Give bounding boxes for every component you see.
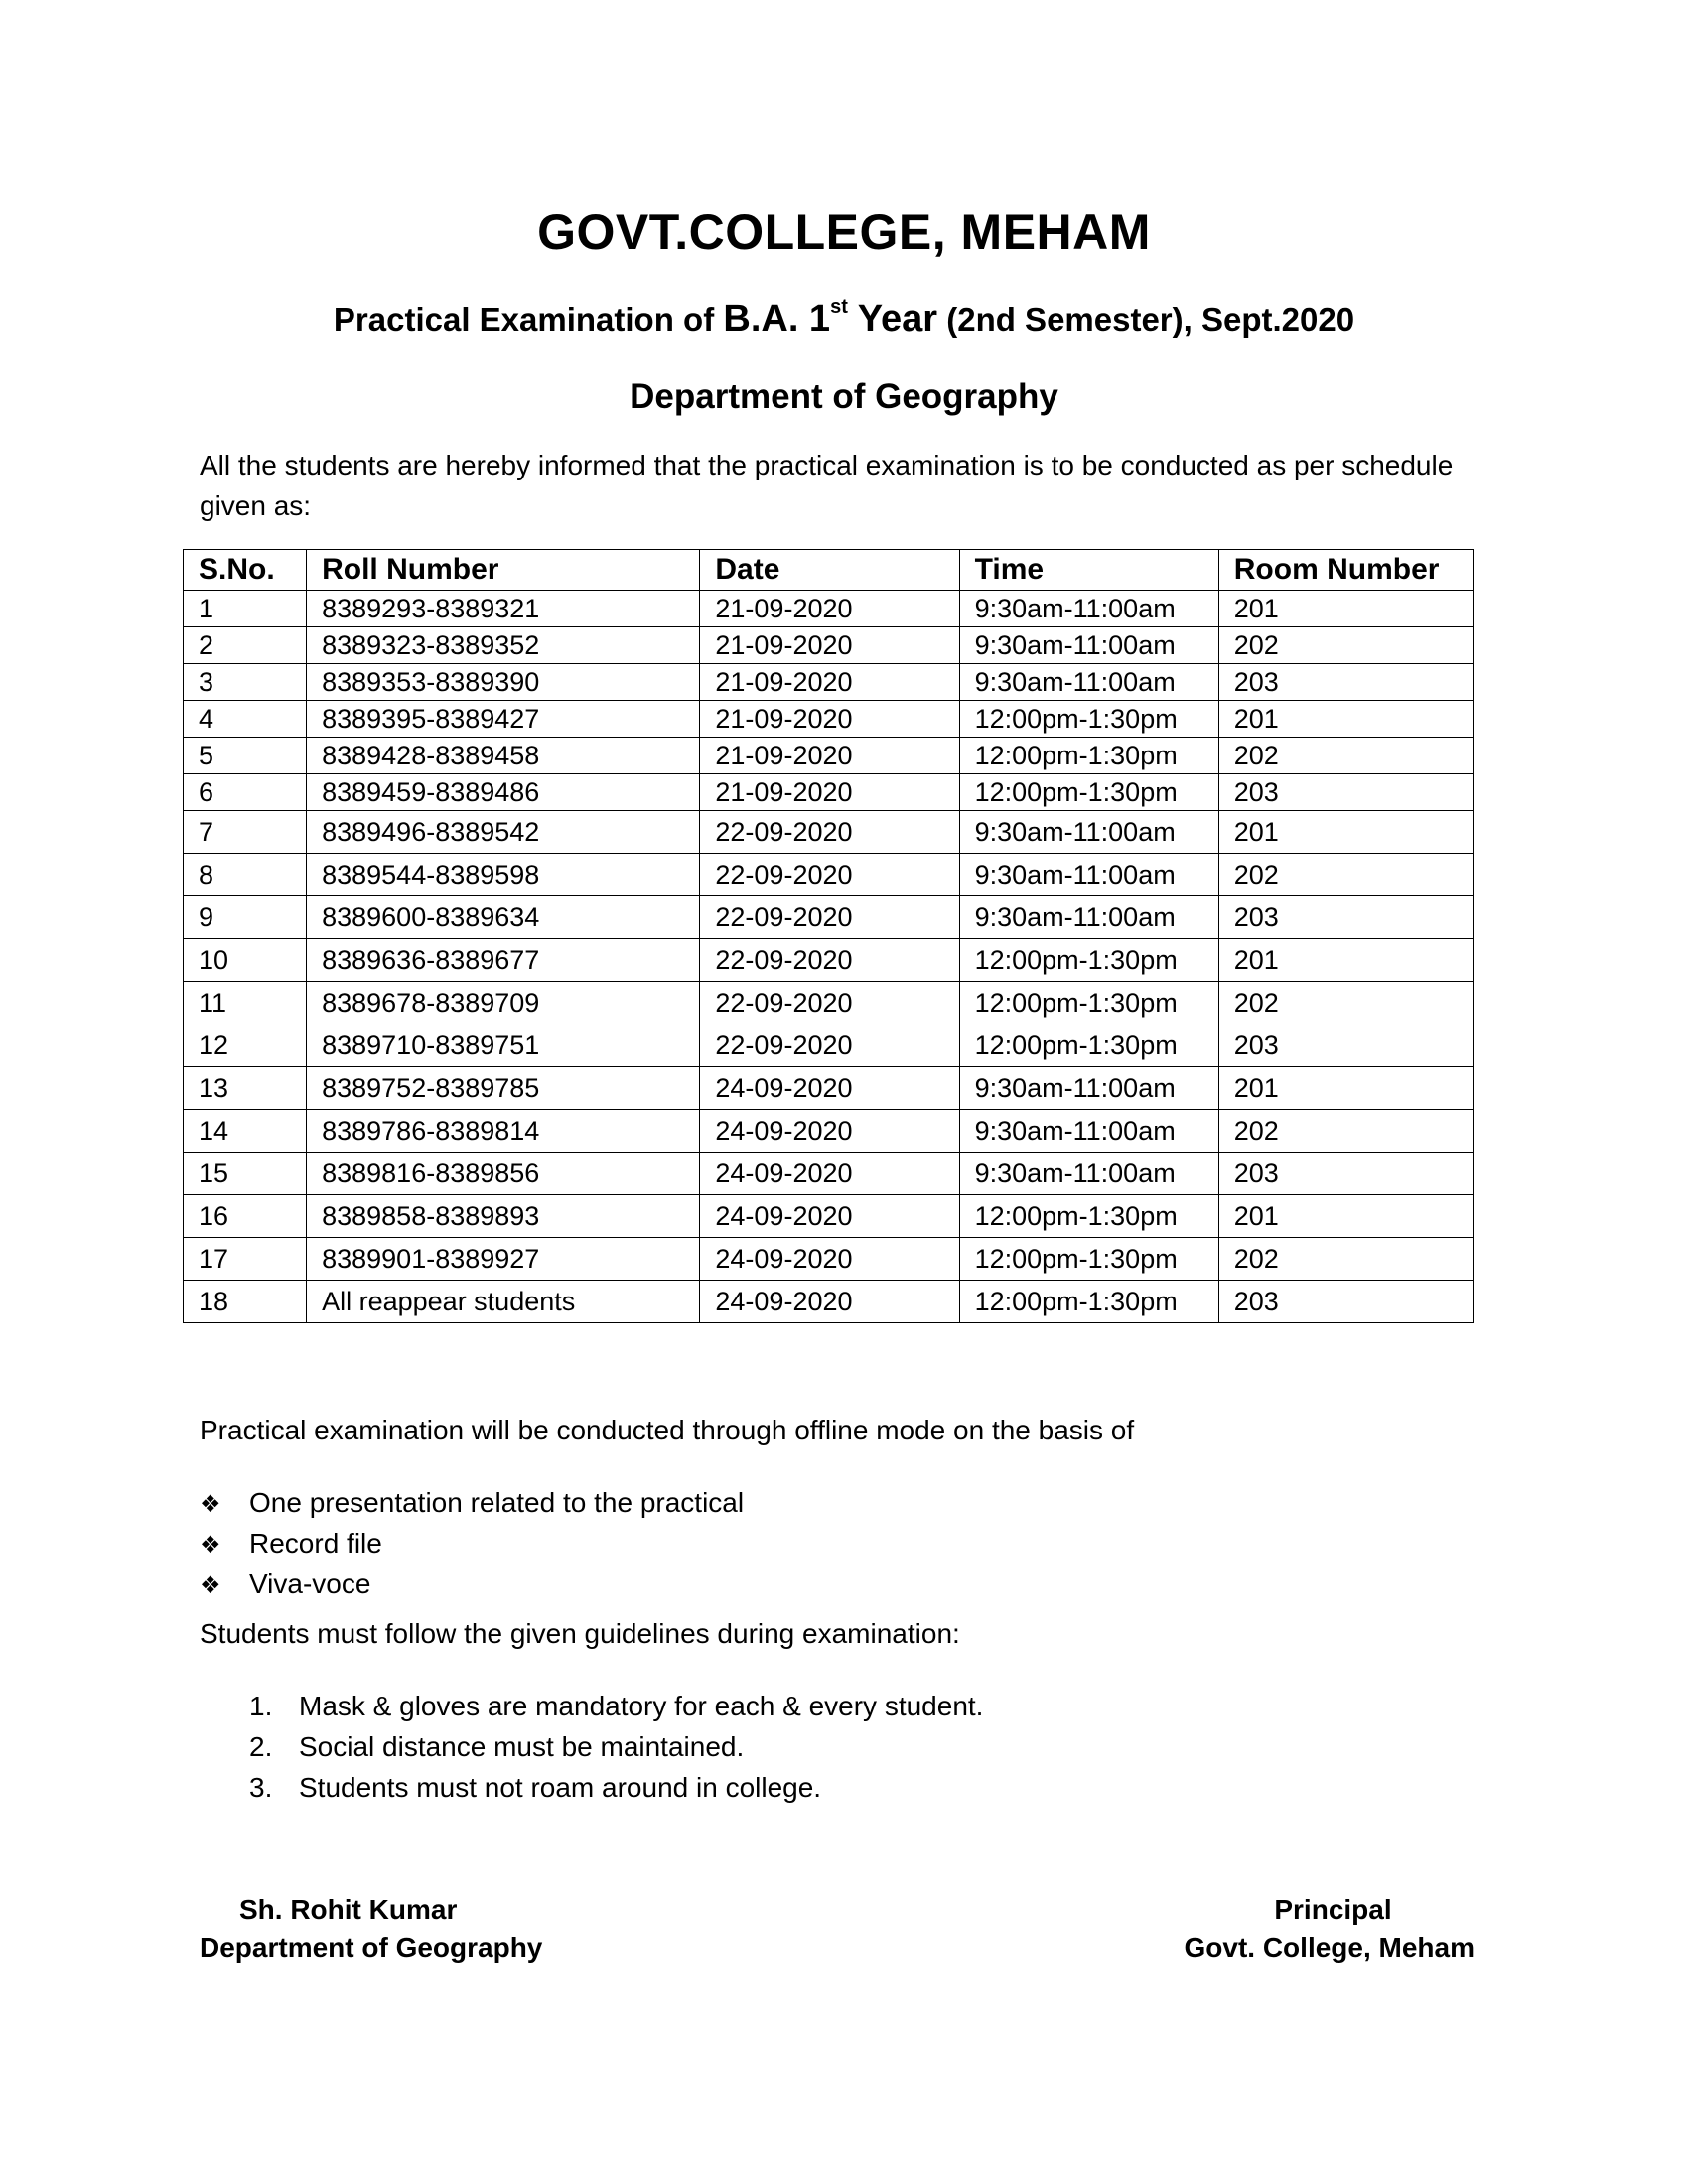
- cell-date: 24-09-2020: [700, 1067, 959, 1110]
- cell-sno: 4: [184, 701, 307, 738]
- diamond-bullet-icon: ❖: [200, 1491, 221, 1518]
- cell-date: 24-09-2020: [700, 1153, 959, 1195]
- cell-date: 21-09-2020: [700, 701, 959, 738]
- cell-time: 12:00pm-1:30pm: [959, 982, 1218, 1024]
- cell-time: 9:30am-11:00am: [959, 1110, 1218, 1153]
- cell-time: 12:00pm-1:30pm: [959, 1281, 1218, 1323]
- cell-roll-number: 8389786-8389814: [307, 1110, 700, 1153]
- cell-sno: 5: [184, 738, 307, 774]
- cell-roll-number: 8389600-8389634: [307, 896, 700, 939]
- schedule-table: [183, 549, 1474, 1323]
- table-row: [184, 627, 1474, 664]
- cell-date: 24-09-2020: [700, 1110, 959, 1153]
- cell-roll-number: 8389293-8389321: [307, 591, 700, 627]
- list-item-text: Students must not roam around in college.: [299, 1772, 822, 1803]
- cell-roll-number: 8389678-8389709: [307, 982, 700, 1024]
- cell-room-number: 201: [1218, 939, 1473, 982]
- subtitle-superscript: st: [830, 296, 848, 318]
- table-row: [184, 1195, 1474, 1238]
- cell-room-number: 202: [1218, 982, 1473, 1024]
- basis-list: [200, 1482, 744, 1604]
- table-row: [184, 738, 1474, 774]
- cell-time: 12:00pm-1:30pm: [959, 738, 1218, 774]
- mode-paragraph: Practical examination will be conducted through offline mode on the basis of: [200, 1415, 1135, 1445]
- diamond-bullet-icon: ❖: [200, 1532, 221, 1559]
- cell-time: 12:00pm-1:30pm: [959, 1024, 1218, 1067]
- list-item: [200, 1564, 744, 1604]
- table-row: [184, 591, 1474, 627]
- table-row: [184, 939, 1474, 982]
- guidelines-list: [200, 1686, 983, 1808]
- cell-sno: 2: [184, 627, 307, 664]
- table-row: [184, 1024, 1474, 1067]
- header-time: Time: [959, 550, 1218, 591]
- cell-room-number: 201: [1218, 811, 1473, 854]
- guidelines-paragraph: Students must follow the given guidelines during examination:: [200, 1618, 960, 1649]
- header-roll-number: Roll Number: [307, 550, 700, 591]
- list-item-text: Record file: [249, 1528, 382, 1559]
- list-item-text: Viva-voce: [249, 1569, 371, 1599]
- cell-time: 12:00pm-1:30pm: [959, 939, 1218, 982]
- table-row: [184, 1067, 1474, 1110]
- department-heading: Department of Geography: [630, 377, 1058, 416]
- cell-time: 12:00pm-1:30pm: [959, 1195, 1218, 1238]
- table-row: [184, 774, 1474, 811]
- list-item: [200, 1767, 983, 1808]
- cell-room-number: 202: [1218, 738, 1473, 774]
- subtitle-year: Year: [847, 298, 938, 340]
- cell-sno: 17: [184, 1238, 307, 1281]
- cell-date: 22-09-2020: [700, 939, 959, 982]
- cell-time: 9:30am-11:00am: [959, 664, 1218, 701]
- signatory-name: Principal: [1274, 1894, 1392, 1925]
- signatory-title: Department of Geography: [200, 1932, 543, 1963]
- cell-sno: 10: [184, 939, 307, 982]
- subtitle-prefix: Practical Examination of: [333, 301, 724, 338]
- list-number: 1.: [249, 1691, 273, 1721]
- cell-room-number: 201: [1218, 1067, 1473, 1110]
- cell-roll-number: 8389459-8389486: [307, 774, 700, 811]
- cell-time: 9:30am-11:00am: [959, 591, 1218, 627]
- table-row: [184, 854, 1474, 896]
- list-item: [200, 1482, 744, 1523]
- signatory-name: Sh. Rohit Kumar: [239, 1894, 458, 1925]
- cell-date: 21-09-2020: [700, 738, 959, 774]
- table-row: [184, 1238, 1474, 1281]
- cell-sno: 12: [184, 1024, 307, 1067]
- cell-room-number: 202: [1218, 1110, 1473, 1153]
- cell-date: 22-09-2020: [700, 982, 959, 1024]
- cell-date: 21-09-2020: [700, 627, 959, 664]
- header-date: Date: [700, 550, 959, 591]
- cell-room-number: 201: [1218, 701, 1473, 738]
- list-number: 3.: [249, 1772, 273, 1803]
- cell-sno: 16: [184, 1195, 307, 1238]
- cell-room-number: 202: [1218, 627, 1473, 664]
- signature-right: [1132, 1891, 1475, 1967]
- cell-time: 9:30am-11:00am: [959, 1067, 1218, 1110]
- cell-sno: 1: [184, 591, 307, 627]
- cell-sno: 9: [184, 896, 307, 939]
- list-item-text: One presentation related to the practical: [249, 1487, 745, 1518]
- cell-roll-number: 8389901-8389927: [307, 1238, 700, 1281]
- cell-time: 9:30am-11:00am: [959, 896, 1218, 939]
- cell-roll-number: 8389858-8389893: [307, 1195, 700, 1238]
- cell-roll-number: 8389395-8389427: [307, 701, 700, 738]
- cell-date: 22-09-2020: [700, 1024, 959, 1067]
- cell-roll-number: 8389710-8389751: [307, 1024, 700, 1067]
- cell-sno: 7: [184, 811, 307, 854]
- cell-date: 24-09-2020: [700, 1195, 959, 1238]
- cell-time: 12:00pm-1:30pm: [959, 701, 1218, 738]
- list-item: [200, 1686, 983, 1726]
- cell-sno: 18: [184, 1281, 307, 1323]
- cell-room-number: 203: [1218, 896, 1473, 939]
- cell-roll-number: All reappear students: [307, 1281, 700, 1323]
- schedule-body: [184, 591, 1474, 1323]
- cell-roll-number: 8389816-8389856: [307, 1153, 700, 1195]
- diamond-bullet-icon: ❖: [200, 1572, 221, 1599]
- cell-roll-number: 8389428-8389458: [307, 738, 700, 774]
- list-item: [200, 1523, 744, 1564]
- subtitle-suffix: (2nd Semester), Sept.2020: [937, 301, 1355, 338]
- cell-time: 9:30am-11:00am: [959, 854, 1218, 896]
- cell-time: 9:30am-11:00am: [959, 627, 1218, 664]
- cell-sno: 8: [184, 854, 307, 896]
- cell-room-number: 202: [1218, 1238, 1473, 1281]
- table-row: [184, 1153, 1474, 1195]
- cell-room-number: 203: [1218, 1153, 1473, 1195]
- cell-roll-number: 8389353-8389390: [307, 664, 700, 701]
- cell-date: 22-09-2020: [700, 811, 959, 854]
- exam-subtitle: [0, 296, 1688, 341]
- cell-room-number: 201: [1218, 1195, 1473, 1238]
- list-number: 2.: [249, 1731, 273, 1762]
- table-row: [184, 1281, 1474, 1323]
- signature-left: [200, 1891, 542, 1967]
- cell-date: 22-09-2020: [700, 854, 959, 896]
- intro-paragraph: All the students are hereby informed that the practical examination is to be conducted as per schedule given as:: [200, 450, 1454, 521]
- list-item: [200, 1726, 983, 1767]
- cell-date: 21-09-2020: [700, 664, 959, 701]
- cell-room-number: 201: [1218, 591, 1473, 627]
- cell-room-number: 203: [1218, 1281, 1473, 1323]
- cell-date: 24-09-2020: [700, 1238, 959, 1281]
- header-sno: S.No.: [184, 550, 307, 591]
- cell-room-number: 202: [1218, 854, 1473, 896]
- cell-roll-number: 8389636-8389677: [307, 939, 700, 982]
- subtitle-course: B.A. 1: [723, 298, 831, 340]
- list-item-text: Social distance must be maintained.: [299, 1731, 745, 1762]
- table-row: [184, 1110, 1474, 1153]
- table-header-row: [184, 550, 1474, 591]
- cell-time: 9:30am-11:00am: [959, 1153, 1218, 1195]
- header-room-number: Room Number: [1218, 550, 1473, 591]
- table-row: [184, 896, 1474, 939]
- cell-sno: 13: [184, 1067, 307, 1110]
- cell-time: 12:00pm-1:30pm: [959, 1238, 1218, 1281]
- cell-sno: 14: [184, 1110, 307, 1153]
- cell-date: 22-09-2020: [700, 896, 959, 939]
- table-row: [184, 664, 1474, 701]
- cell-roll-number: 8389496-8389542: [307, 811, 700, 854]
- cell-sno: 11: [184, 982, 307, 1024]
- table-row: [184, 811, 1474, 854]
- table-row: [184, 982, 1474, 1024]
- cell-roll-number: 8389323-8389352: [307, 627, 700, 664]
- cell-sno: 6: [184, 774, 307, 811]
- cell-roll-number: 8389752-8389785: [307, 1067, 700, 1110]
- signatory-title: Govt. College, Meham: [1184, 1932, 1475, 1963]
- cell-date: 21-09-2020: [700, 774, 959, 811]
- cell-room-number: 203: [1218, 1024, 1473, 1067]
- cell-date: 24-09-2020: [700, 1281, 959, 1323]
- list-item-text: Mask & gloves are mandatory for each & every student.: [299, 1691, 984, 1721]
- college-title: GOVT.COLLEGE, MEHAM: [537, 205, 1151, 260]
- cell-sno: 3: [184, 664, 307, 701]
- cell-roll-number: 8389544-8389598: [307, 854, 700, 896]
- cell-time: 12:00pm-1:30pm: [959, 774, 1218, 811]
- cell-room-number: 203: [1218, 664, 1473, 701]
- table-row: [184, 701, 1474, 738]
- cell-room-number: 203: [1218, 774, 1473, 811]
- cell-sno: 15: [184, 1153, 307, 1195]
- cell-date: 21-09-2020: [700, 591, 959, 627]
- cell-time: 9:30am-11:00am: [959, 811, 1218, 854]
